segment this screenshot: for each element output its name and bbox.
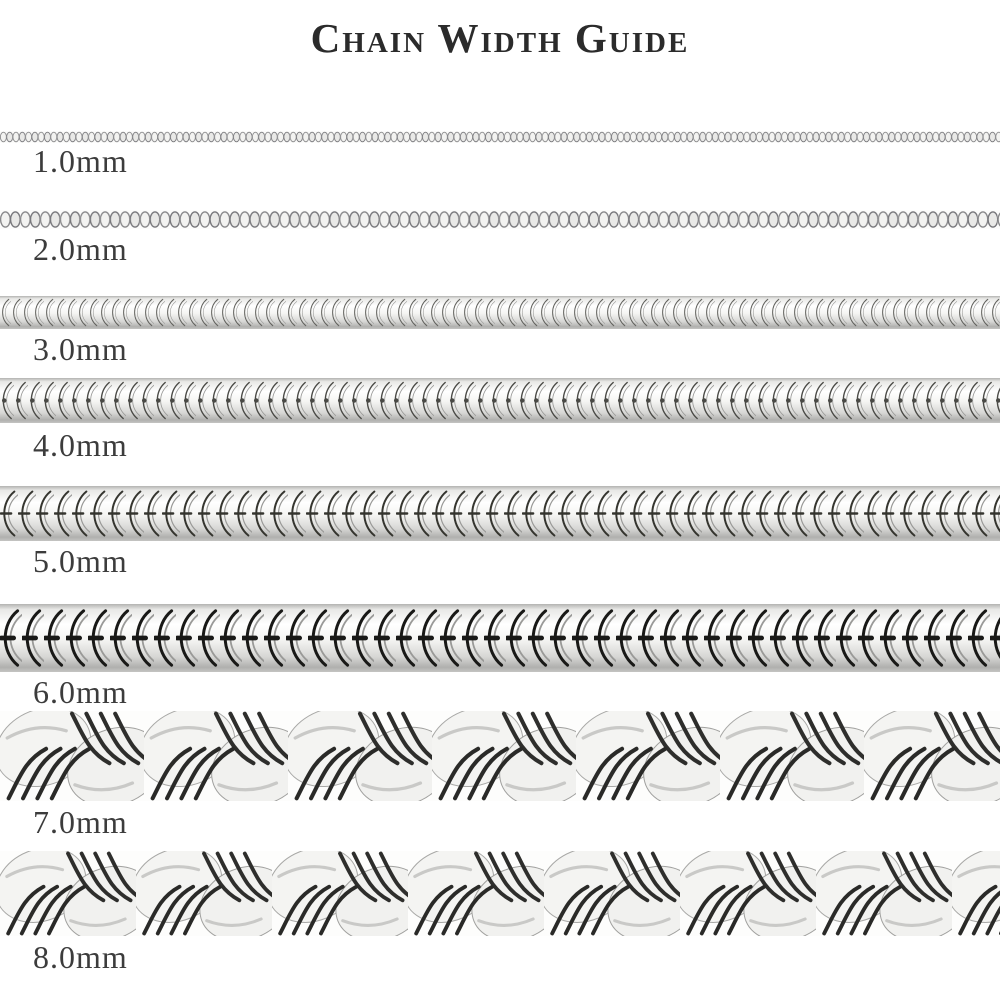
chain-width-label-8.0mm: 8.0mm bbox=[33, 939, 128, 975]
rope-chain-graphic bbox=[0, 711, 1000, 801]
chain-photo-5.0mm bbox=[0, 486, 1000, 541]
chain-width-label-4.0mm: 4.0mm bbox=[33, 427, 128, 463]
snake-chain-graphic bbox=[0, 296, 1000, 329]
page-title: Chain Width Guide bbox=[310, 15, 690, 61]
box-chain-graphic bbox=[0, 131, 1000, 143]
chain-width-label-3.0mm: 3.0mm bbox=[33, 331, 128, 367]
chain-width-label-5.0mm: 5.0mm bbox=[33, 543, 128, 579]
snake-chain-graphic bbox=[0, 378, 1000, 423]
chain-photo-6.0mm bbox=[0, 604, 1000, 672]
chain-photo-7.0mm bbox=[0, 711, 1000, 801]
snake-chain-graphic bbox=[0, 604, 1000, 672]
chain-width-label-1.0mm: 1.0mm bbox=[33, 143, 128, 179]
chain-width-label-6.0mm: 6.0mm bbox=[33, 674, 128, 710]
rope-chain-graphic bbox=[0, 851, 1000, 936]
box-chain-graphic bbox=[0, 210, 1000, 229]
chain-photo-8.0mm bbox=[0, 851, 1000, 936]
chain-photo-1.0mm bbox=[0, 131, 1000, 143]
chain-photo-3.0mm bbox=[0, 296, 1000, 329]
chain-photo-4.0mm bbox=[0, 378, 1000, 423]
chain-width-label-7.0mm: 7.0mm bbox=[33, 804, 128, 840]
chain-width-label-2.0mm: 2.0mm bbox=[33, 231, 128, 267]
chain-photo-2.0mm bbox=[0, 210, 1000, 229]
snake-chain-graphic bbox=[0, 486, 1000, 541]
